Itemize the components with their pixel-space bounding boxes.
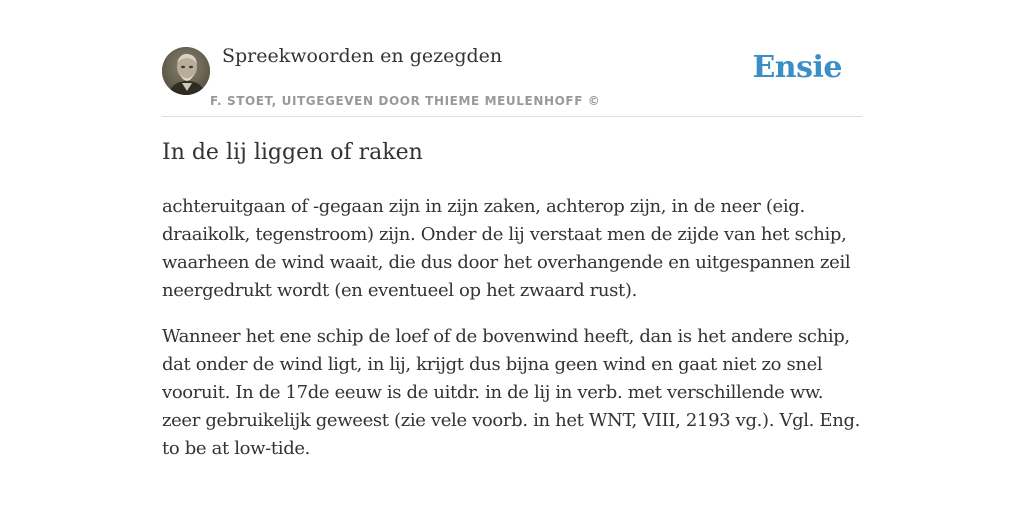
definition-paragraph: achteruitgaan of -gegaan zijn in zijn zaken, achterop zijn, in de neer (eig. draaikolk, tegenstroom) zijn. Onder de lij verstaat men de zijde van het schip, waarheen de wind waait, die dus door het overhangende en uitgespannen zeil neergedrukt wordt (en eventueel op het zwaard rust).	[162, 196, 851, 301]
book-header	[162, 44, 862, 117]
book-publisher-meta: F. STOET, UITGEGEVEN DOOR THIEME MEULENHOFF ©	[210, 94, 601, 108]
portrait-image	[162, 47, 210, 95]
book-title[interactable]: Spreekwoorden en gezegden	[222, 45, 503, 67]
entry-term: In de lij liggen of raken	[162, 140, 423, 165]
definition-paragraph: Wanneer het ene schip de loef of de bovenwind heeft, dan is het andere schip, dat onder de wind ligt, in lij, krijgt dus bijna geen wind en gaat niet zo snel vooruit. In de 17de eeuw is de uitdr. in de lij in verb. met verschillende ww. zeer gebruikelijk geweest (zie vele voorb. in het WNT, VIII, 2193 vg.). Vgl. Eng. to be at low-tide.	[162, 326, 860, 459]
ensie-logo[interactable]: Ensie	[752, 50, 842, 85]
author-portrait-icon[interactable]	[162, 47, 210, 95]
entry-definition	[162, 193, 862, 481]
